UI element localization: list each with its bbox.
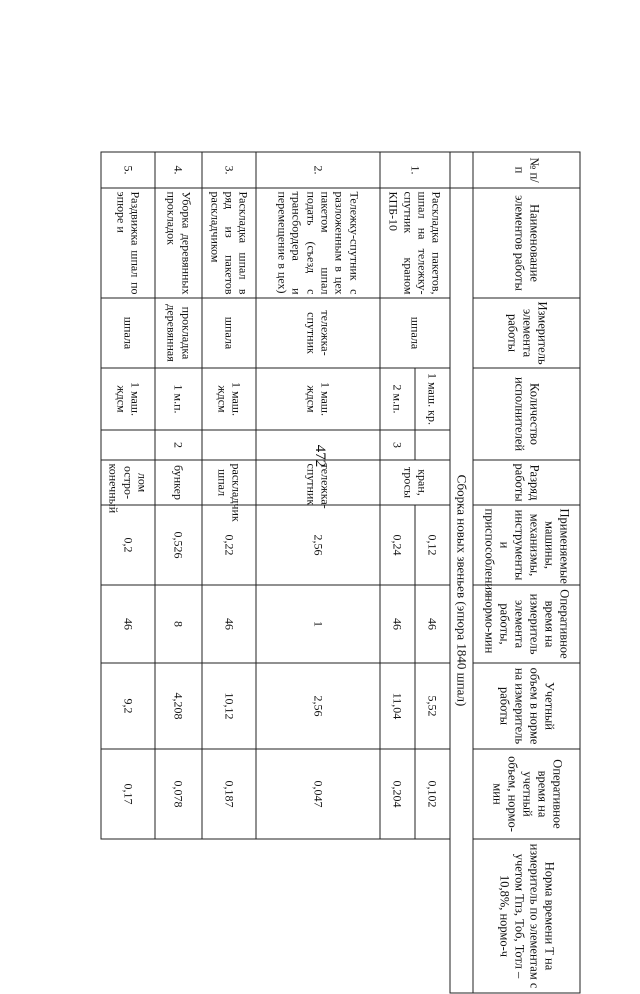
row-work-element: Тележку-спутник с разложенным в цех пакетом шпал подать (съезд с трансбордера и перемещение в цех)	[256, 188, 380, 298]
section-title: Сборка новых звеньев (эпюра 1840 шпал)	[450, 188, 473, 993]
row-equipment: тележка-спутник	[256, 460, 380, 505]
row-op-time: 2,56	[256, 505, 380, 585]
row-norm: 0,078	[155, 749, 202, 839]
row-volume: 46	[415, 585, 450, 663]
row-op-time: 0,2	[101, 505, 155, 585]
row-op-time: 0,12	[415, 505, 450, 585]
row-op-total: 4,208	[155, 663, 202, 749]
row-work-element: Раскладка шпал в ряд из пакетов раскладчиком	[202, 188, 256, 298]
row-volume: 46	[202, 585, 256, 663]
row-op-total: 2,56	[256, 663, 380, 749]
row-grade	[202, 430, 256, 460]
row-unit: шпала	[101, 298, 155, 368]
row-number: 3.	[202, 152, 256, 188]
norm-table-sheet	[101, 152, 581, 989]
header-workers: Количество исполнителей	[473, 368, 580, 460]
row-work-element: Раздвижка шпал по эпюре и	[101, 188, 155, 298]
row-grade: 2	[155, 430, 202, 460]
row-grade	[101, 430, 155, 460]
row-op-time: 0,22	[202, 505, 256, 585]
row-number: 1.	[380, 152, 450, 188]
row-workers: 1 маш. ждсм	[101, 368, 155, 430]
row-equipment: лом остро-конечный	[101, 460, 155, 505]
header-norm: Норма времени Т на измеритель по элементам с учетом Тпз, Тоб, Тотл – 10,8%, нормо-ч	[473, 839, 580, 993]
row-workers: 2 м.п.	[380, 368, 415, 430]
row-number: 4.	[155, 152, 202, 188]
header-op-total: Оперативное время на учетный объем, нормо-мин	[473, 749, 580, 839]
row-op-time: 0,24	[380, 505, 415, 585]
header-equipment: Применяемые машины, механизмы, инструменты и приспособления	[473, 505, 580, 585]
row-grade: 3	[380, 430, 415, 460]
row-number: 2.	[256, 152, 380, 188]
row-norm: 0,102	[415, 749, 450, 839]
row-equipment: бункер	[155, 460, 202, 505]
header-volume: Учетный объем в норме на измеритель работы	[473, 663, 580, 749]
row-norm: 0,187	[202, 749, 256, 839]
row-unit: тележка-спутник	[256, 298, 380, 368]
row-equipment	[380, 460, 450, 505]
row-work-element: Раскладка пакетов, шпал на тележку-спутник краном КПБ-10	[380, 188, 450, 298]
row-workers: 1 маш. ждсм	[202, 368, 256, 430]
row-number: 5.	[101, 152, 155, 188]
header-row	[473, 152, 580, 993]
row-norm: 0,17	[101, 749, 155, 839]
row-volume: 46	[380, 585, 415, 663]
row-volume: 46	[101, 585, 155, 663]
page-number: 472	[312, 444, 328, 468]
header-grade: Разряд работы	[473, 460, 580, 505]
header-work-element: Наименование элементов работы	[473, 188, 580, 298]
table-row	[155, 152, 202, 993]
row-op-total: 11,04	[380, 663, 415, 749]
header-op-time: Оперативное время на измеритель элемента работы, нормо-мин	[473, 585, 580, 663]
row-equipment-a: кран,	[415, 469, 430, 496]
row-work-element: Уборка деревянных прокладок	[155, 188, 202, 298]
row-op-time: 0,526	[155, 505, 202, 585]
row-equipment-b: тросы	[401, 466, 416, 499]
row-volume: 1	[256, 585, 380, 663]
row-norm: 0,047	[256, 749, 380, 839]
row-workers: 1 маш. ждсм	[256, 368, 380, 430]
row-equipment: раскладчик шпал	[202, 460, 256, 505]
row-grade	[256, 430, 380, 460]
row-op-total: 9,2	[101, 663, 155, 749]
table-row	[101, 152, 155, 993]
row-workers: 1 м.п.	[155, 368, 202, 430]
row-op-total: 5,52	[415, 663, 450, 749]
row-op-total: 10,12	[202, 663, 256, 749]
row-workers: 1 маш. кр.	[415, 368, 450, 430]
header-unit: Измеритель элемента работы	[473, 298, 580, 368]
table-row	[202, 152, 256, 993]
table-row	[415, 152, 450, 993]
row-unit: шпала	[202, 298, 256, 368]
row-grade	[415, 430, 450, 460]
row-unit: шпала	[380, 298, 450, 368]
section-blank	[450, 152, 473, 188]
norm-table	[101, 152, 581, 994]
table-row	[256, 152, 380, 993]
row-unit: прокладка деревянная	[155, 298, 202, 368]
header-number: № п/п	[473, 152, 580, 188]
row-norm: 0,204	[380, 749, 415, 839]
row-volume: 8	[155, 585, 202, 663]
section-row	[450, 152, 473, 993]
